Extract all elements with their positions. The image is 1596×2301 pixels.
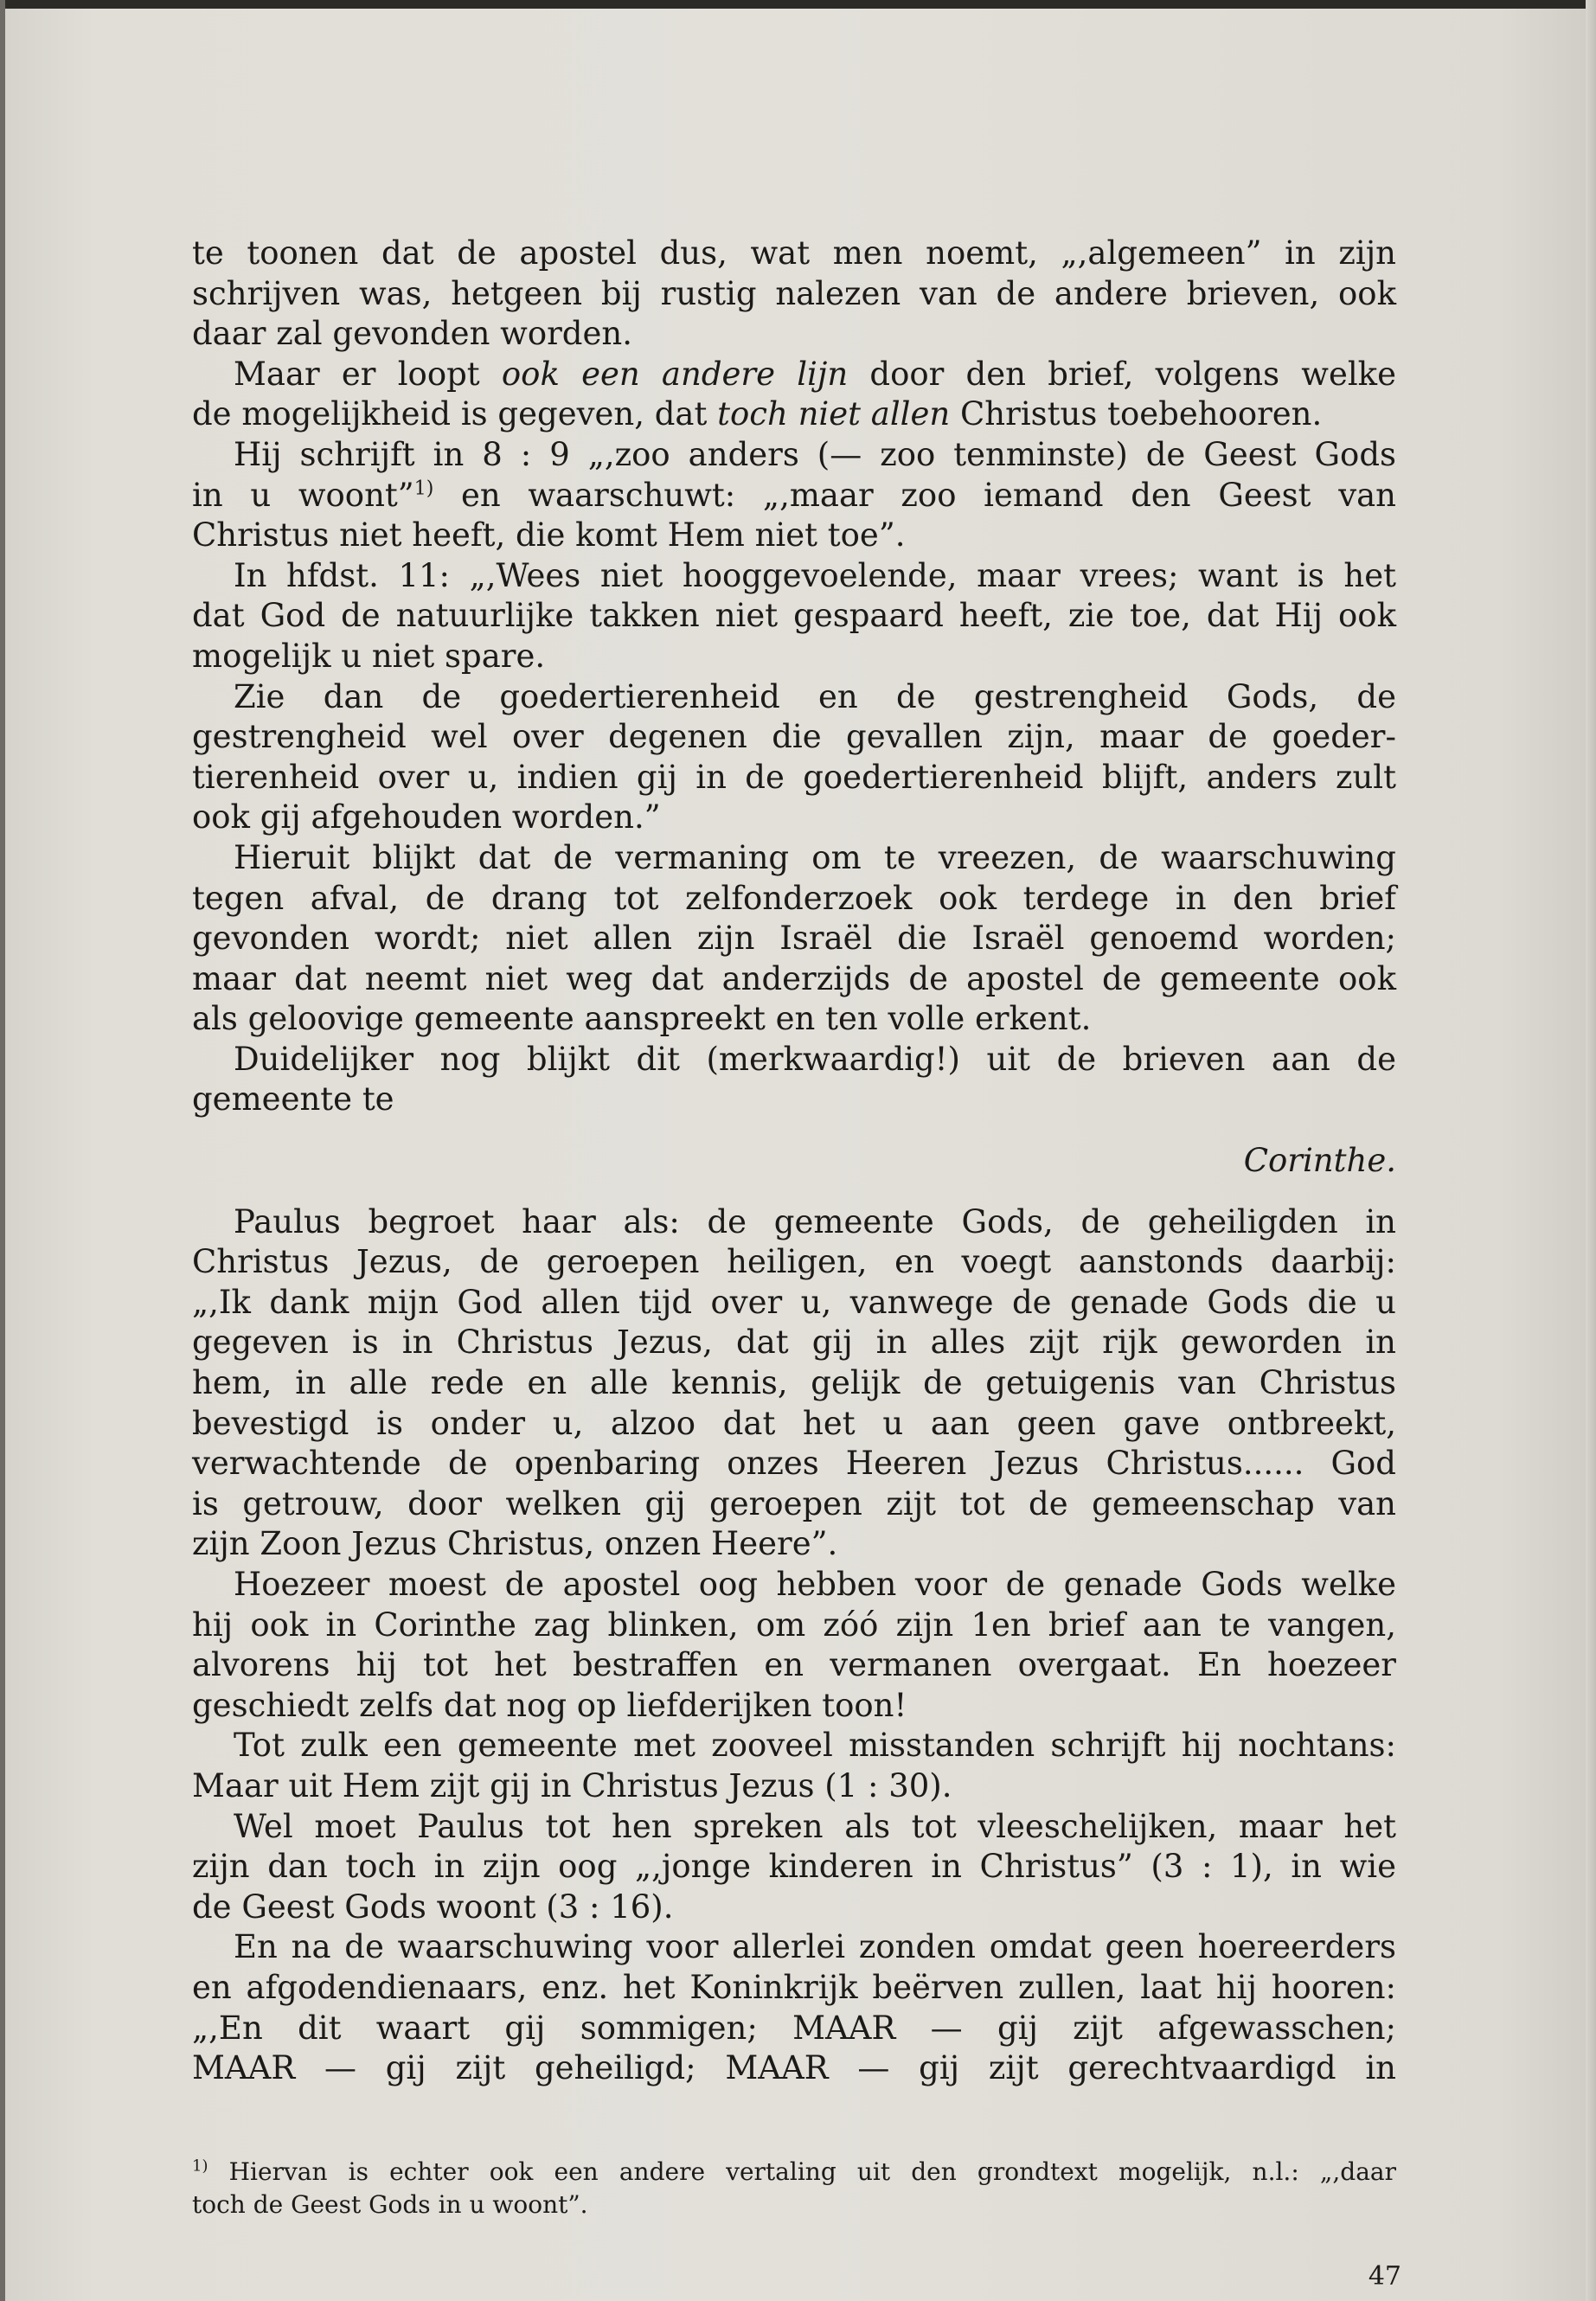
body-text: [192, 234, 1396, 2089]
text-line: ook gij afgehouden worden.”: [192, 798, 661, 836]
text-line: Zie dan de goedertierenheid en de gestrengheid Gods, de: [234, 677, 1396, 715]
text-line: mogelijk u niet spare.: [192, 637, 546, 675]
footnote-text: Hiervan is echter ook een andere vertaling uit den grondtext mogelijk, n.l.: „,daar: [228, 2157, 1396, 2186]
scan-top-edge: [0, 0, 1596, 9]
text-run: en waarschuwt: „,maar zoo iemand den Geest van: [433, 476, 1396, 514]
text-run: Maar er loopt: [234, 355, 502, 393]
text-line: Paulus begroet haar als: de gemeente Gods, de geheiligden in: [234, 1202, 1396, 1240]
text-line: En na de waarschuwing voor allerlei zonden omdat geen hoereerders: [234, 1928, 1396, 1966]
section-heading: [192, 1141, 1396, 1182]
text-line: Tot zulk een gemeente met zooveel misstanden schrijft hij nochtans:: [234, 1727, 1396, 1765]
text-line: tegen afval, de drang tot zelfonderzoek ook terdege in den brief: [192, 879, 1396, 917]
footnote-line: toch de Geest Gods in u woont”.: [192, 2190, 588, 2219]
text-line: verwachtende de openbaring onzes Heeren Jezus Christus...... God: [192, 1445, 1396, 1483]
text-line: gegeven is in Christus Jezus, dat gij in alles zijt rijk geworden in: [192, 1324, 1396, 1362]
section-heading-text: Corinthe.: [1243, 1142, 1396, 1180]
text-line: hem, in alle rede en alle kennis, gelijk de getuigenis van Christus: [192, 1364, 1396, 1402]
text-line: te toonen dat de apostel dus, wat men noemt, „,algemeen” in zijn: [192, 234, 1396, 272]
scan-left-edge: [0, 0, 5, 2301]
text-line: Maar uit Hem zijt gij in Christus Jezus (1 : 30).: [192, 1766, 952, 1804]
text-line: tierenheid over u, indien gij in de goedertierenheid blijft, anders zult: [192, 758, 1396, 796]
text-line: gemeente te: [192, 1080, 394, 1118]
text-line: daar zal gevonden worden.: [192, 315, 632, 353]
text-run: de mogelijkheid is gegeven, dat: [192, 395, 718, 433]
text-line: maar dat neemt niet weg dat anderzijds de apostel de gemeente ook: [192, 959, 1396, 997]
text-line: Hij schrijft in 8 : 9 „,zoo anders (— zoo tenminste) de Geest Gods: [234, 435, 1396, 473]
page-number: 47: [1368, 2261, 1401, 2291]
text-line: „,Ik dank mijn God allen tijd over u, vanwege de genade Gods die u: [192, 1283, 1396, 1321]
text-line: [192, 476, 1396, 516]
text-line: is getrouw, door welken gij geroepen zijt tot de gemeenschap van: [192, 1484, 1396, 1522]
text-line: Wel moet Paulus tot hen spreken als tot vleeschelijken, maar het: [234, 1807, 1396, 1845]
text-line: zijn Zoon Jezus Christus, onzen Heere”.: [192, 1525, 838, 1563]
scan-right-edge: [1586, 0, 1596, 2301]
text-line: Christus Jezus, de geroepen heiligen, en voegt aanstonds daarbij:: [192, 1243, 1396, 1281]
text-line: Duidelijker nog blijkt dit (merkwaardig!) uit de brieven aan de: [234, 1040, 1396, 1078]
text-line: de Geest Gods woont (3 : 16).: [192, 1888, 674, 1926]
text-line: In hfdst. 11: „,Wees niet hooggevoelende, maar vrees; want is het: [234, 556, 1396, 594]
text-line: [192, 355, 1396, 395]
text-run: Christus toebehooren.: [950, 395, 1323, 433]
text-line: hij ook in Corinthe zag blinken, om zóó zijn 1en brief aan te vangen,: [192, 1606, 1396, 1644]
text-run: in u woont”: [192, 476, 414, 514]
text-run: door den brief, volgens welke: [848, 355, 1397, 393]
text-line: geschiedt zelfs dat nog op liefderijken toon!: [192, 1686, 907, 1724]
footnote: [192, 2156, 1396, 2221]
text-line: Hieruit blijkt dat de vermaning om te vreezen, de waarschuwing: [234, 838, 1396, 876]
footnote-marker: 1): [192, 2157, 208, 2176]
text-line: gestrengheid wel over degenen die gevallen zijn, maar de goeder-: [192, 718, 1396, 756]
text-line: Hoezeer moest de apostel oog hebben voor de genade Gods welke: [234, 1566, 1396, 1603]
emphasis: ook een andere lijn: [501, 355, 849, 393]
text-line: schrijven was, hetgeen bij rustig nalezen van de andere brieven, ook: [192, 274, 1396, 312]
text-line: en afgodendienaars, enz. het Koninkrijk beërven zullen, laat hij hooren:: [192, 1968, 1396, 2006]
emphasis: toch niet allen: [717, 395, 951, 433]
text-line: bevestigd is onder u, alzoo dat het u aan geen gave ontbreekt,: [192, 1404, 1396, 1442]
text-line: Christus niet heeft, die komt Hem niet toe”.: [192, 516, 906, 554]
text-line: zijn dan toch in zijn oog „,jonge kinderen in Christus” (3 : 1), in wie: [192, 1848, 1396, 1886]
text-line: dat God de natuurlijke takken niet gespaard heeft, zie toe, dat Hij ook: [192, 597, 1396, 635]
footnote-line: [192, 2156, 1396, 2189]
text-line: [192, 394, 1396, 435]
footnote-reference: 1): [413, 478, 434, 500]
text-line: MAAR — gij zijt geheiligd; MAAR — gij zijt gerechtvaardigd in: [192, 2049, 1396, 2087]
text-line: alvorens hij tot het bestraffen en vermanen overgaat. En hoezeer: [192, 1646, 1396, 1684]
text-line: „,En dit waart gij sommigen; MAAR — gij zijt afgewasschen;: [192, 2009, 1396, 2047]
text-line: als geloovige gemeente aanspreekt en ten volle erkent.: [192, 1000, 1092, 1038]
text-line: gevonden wordt; niet allen zijn Israël die Israël genoemd worden;: [192, 920, 1396, 958]
